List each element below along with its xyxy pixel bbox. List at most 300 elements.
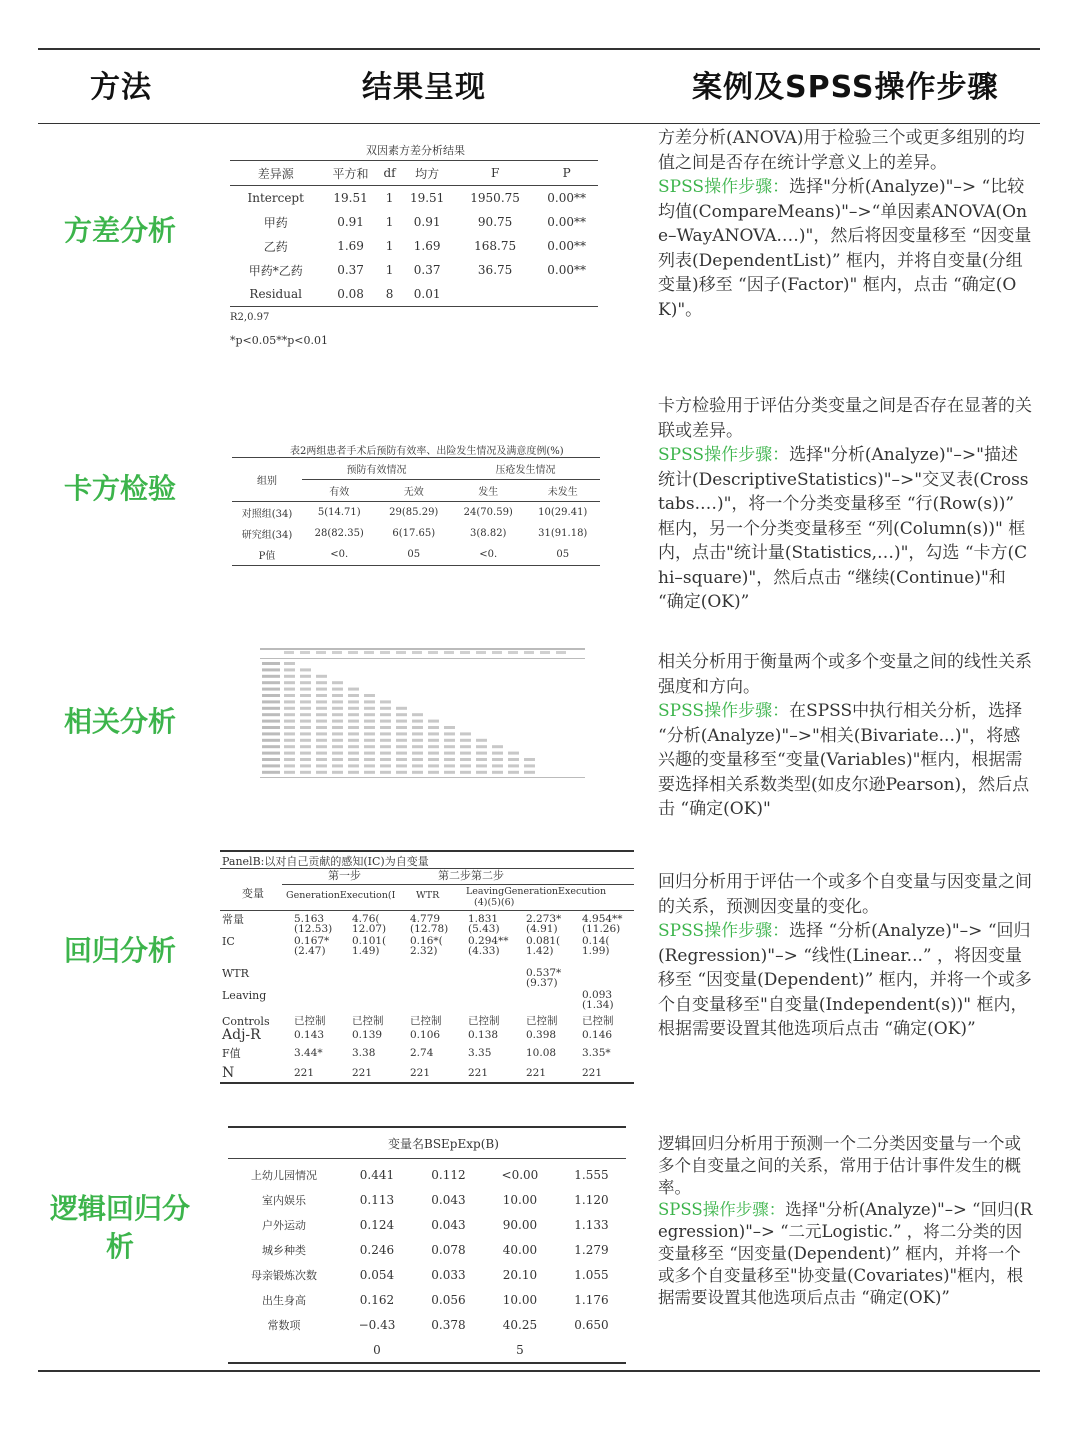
thumb-mark [262,688,280,691]
thumb-mark [316,739,327,742]
thumb-mark [332,688,343,691]
method-logit: 逻辑回归分析 [49,1192,190,1263]
thumb-mark [444,758,455,761]
thumb-mark [262,707,280,710]
cell: 5(14.71) [317,507,361,518]
chi-table [232,457,600,566]
reg-cell: 0.537* (9.37) [526,967,562,989]
thumb-mark [492,651,502,654]
cell: −0.43 [358,1317,396,1332]
thumb-mark [460,651,470,654]
reg-cell: 已控制 [410,1015,442,1027]
cell: 0.246 [359,1242,395,1257]
reg-cell: 0.106 [410,1029,441,1041]
thumb-mark [300,758,311,761]
table-row [228,1262,626,1287]
cell: 0.056 [431,1292,466,1307]
thumb-mark [460,758,471,761]
thumb-mark [524,758,535,761]
thumb-mark [348,771,359,774]
thumb-mark [412,745,423,748]
rule [220,1082,634,1084]
cell: 甲药*乙药 [248,263,303,278]
table-row [230,234,598,258]
thumb-mark [524,764,535,767]
thumb-mark [348,720,359,723]
col-header: 压疮发生情况 [495,465,556,476]
thumb-mark [492,764,503,767]
thumb-mark [300,688,311,691]
thumb-mark [396,752,407,755]
thumb-mark [316,681,327,684]
desc-intro: 回归分析用于评估一个或多个自变量与因变量之间的关系，预测因变量的变化。 [658,872,1032,917]
thumb-mark [476,771,487,774]
header-result: 结果呈现 [362,70,486,105]
thumb-mark [380,713,391,716]
thumb-mark [262,764,280,767]
col-header: 组别 [232,458,302,502]
thumb-mark [262,681,280,684]
thumb-mark [300,771,311,774]
thumb-mark [364,713,375,716]
reg-step2: 第二步第二步 [438,869,504,882]
thumb-mark [364,720,375,723]
reg-cell: 4.76( 12.07) [352,913,387,935]
cell: 0.378 [431,1317,466,1332]
thumb-mark [380,732,391,735]
thumb-mark [316,688,327,691]
thumb-mark [316,713,327,716]
desc-logit [658,1133,1033,1309]
reg-cell: 221 [468,1067,489,1079]
logit-title: 变量名BSEpExp(B) [388,1137,499,1151]
cell: 20.10 [502,1267,538,1282]
thumb-mark [300,694,311,697]
thumb-mark [284,713,295,716]
cell: Residual [249,287,302,301]
reg-cell: 221 [582,1067,603,1079]
thumb-mark [262,668,280,671]
thumb-mark [316,732,327,735]
thumb-mark [364,771,375,774]
thumb-mark [348,764,359,767]
cell: 05 [407,549,421,560]
thumb-mark [380,700,391,703]
thumb-mark [364,694,375,697]
thumb-mark [262,700,280,703]
thumb-mark [428,739,439,742]
thumb-mark [492,745,503,748]
thumb-mark [300,732,311,735]
cell: 24(70.59) [463,507,513,518]
thumb-mark [428,752,439,755]
reg-cell: 0.294** (4.33) [468,935,509,957]
thumb-mark [300,700,311,703]
anova-table [230,160,598,307]
reg-cell: 10.08 [526,1047,557,1059]
thumb-mark [332,707,343,710]
rule [228,1126,626,1128]
thumb-mark [476,745,487,748]
thumb-mark [332,752,343,755]
thumb-mark [476,752,487,755]
thumb-mark [332,713,343,716]
cell: 常数项 [267,1318,301,1332]
thumb-mark [348,752,359,755]
desc-corr [658,650,1033,822]
thumb-mark [428,651,438,654]
thumb-mark [332,720,343,723]
thumb-mark [428,771,439,774]
thumb-mark [428,720,439,723]
thumb-mark [284,668,295,671]
steps-label: SPSS操作步骤： [658,921,790,941]
reg-cell: 221 [410,1067,431,1079]
reg-title: PanelB:以对自己贡献的感知(IC)为自变量 [222,855,429,868]
cell [557,1337,626,1362]
thumb-mark [316,707,327,710]
thumb-mark [284,732,295,735]
cell: 19.51 [333,191,368,205]
reg-h2: WTR [416,890,440,901]
reg-cell: 4.779 (12.78) [410,913,449,935]
thumb-mark [284,662,295,665]
thumb-mark [316,771,327,774]
steps-label: SPSS操作步骤： [658,445,790,465]
thumb-mark [364,739,375,742]
thumb-mark [262,662,280,665]
header-method: 方法 [90,70,152,105]
thumb-mark [348,700,359,703]
col-header: F [455,161,535,186]
thumb-mark [316,758,327,761]
method-anova: 方差分析 [63,214,176,247]
thumb-mark [262,752,280,755]
cell: Intercept [247,191,304,205]
logit-grid [228,1162,626,1362]
thumb-mark [262,758,280,761]
thumb-mark [412,651,422,654]
thumb-mark [444,752,455,755]
thumb-mark [284,726,295,729]
steps-label: SPSS操作步骤： [658,177,790,197]
reg-h3b: (4)(5)(6) [474,897,515,908]
cell: 上幼儿园情况 [251,1168,317,1182]
thumb-mark [262,739,280,742]
thumb-mark [364,700,375,703]
thumb-mark [428,745,439,748]
reg-cell: 5.163 (12.53) [294,913,333,935]
thumb-mark [508,758,519,761]
thumb-mark [262,771,280,774]
thumb-mark [396,713,407,716]
thumb-mark [316,694,327,697]
cell: 1 [385,239,394,253]
thumb-mark [524,771,535,774]
thumb-mark [444,771,455,774]
thumb-mark [540,651,550,654]
thumb-mark [300,668,311,671]
table-row [228,1337,626,1362]
table-row [232,544,600,566]
thumb-mark [524,651,534,654]
cell: 0.043 [431,1217,466,1232]
thumb-mark [262,720,280,723]
cell: 1.555 [574,1167,609,1182]
thumb-mark [316,745,327,748]
col-header: 未发生 [526,480,601,502]
thumb-mark [284,745,295,748]
desc-steps: 在SPSS中执行相关分析，选择 “分析(Analyze)"–>"相关(Bivariate...)"，将感兴趣的变量移至“变量(Variables)"框内，根据需要选择相关系数类型(如皮尔逊Pearson)，然后点击 “确定(OK)" [658,701,1030,819]
desc-steps: 选择"分析(Analyze)"–>"描述统计(DescriptiveStatistics)"–>"交叉表(Crosstabs.…)"，将一个分类变量移至 “行(Row(s))” 框内，另一个分类变量移至 “列(Column(s))" 框内，点击"统计量(Statistics,…)"，勾选 “卡方(Chi–square)"，然后点击 “继续(Continue)"和 “确定(OK)” [658,445,1029,612]
thumb-mark [412,758,423,761]
desc-steps: 选择"分析(Analyze)"–> “回归(Regression)"–> “二元Logistic.” ，将二分类的因变量移至 “因变量(Dependent)” 框内，并将一个或多个自变量移至"协变量(Covariates)"框内，根据需要设置其他选项后点击 “确定(OK)” [658,1200,1033,1307]
cell: 0.00** [547,263,586,277]
table-row [230,186,598,211]
thumb-mark [332,681,343,684]
col-header: 均方 [399,161,455,186]
thumb-mark [460,764,471,767]
cell: 0.124 [359,1217,395,1232]
thumb-mark [428,764,439,767]
cell: 母亲锻炼次数 [251,1268,317,1282]
header-rule [38,123,1040,124]
cell: 36.75 [477,263,513,277]
col-header: 有效 [302,480,377,502]
reg-cell: 3.44* [294,1047,323,1059]
cell: 0.054 [359,1267,395,1282]
cell: 10.00 [502,1192,538,1207]
cell: 1.176 [574,1292,609,1307]
reg-cell: 3.38 [352,1047,376,1059]
reg-cell: 3.35 [468,1047,492,1059]
anova-title: 双因素方差分析结果 [366,144,465,157]
reg-row-label: N [222,1065,235,1081]
thumb-mark [300,651,310,654]
thumb-mark [508,752,519,755]
thumb-mark [348,694,359,697]
thumb-mark [476,758,487,761]
cell: 0.112 [431,1167,466,1182]
cell: 0.00** [547,239,586,253]
thumb-mark [262,726,280,729]
cell: P值 [258,551,276,562]
table-row [230,210,598,234]
thumb-mark [348,745,359,748]
thumb-mark [476,739,487,742]
thumb-mark [396,758,407,761]
cell: <0.00 [501,1167,539,1182]
thumb-mark [284,688,295,691]
desc-chi [658,394,1033,615]
thumb-mark [284,694,295,697]
thumb-mark [444,745,455,748]
reg-row-label: Adj-R [222,1027,261,1043]
thumb-mark [380,752,391,755]
thumb-mark [364,752,375,755]
thumb-mark [396,651,406,654]
thumb-mark [262,675,280,678]
cell: 0.08 [337,287,364,301]
anova-note-r2: R2,0.97 [230,312,270,323]
thumb-mark [380,758,391,761]
cell: 0.113 [359,1192,395,1207]
table-row [232,523,600,544]
cell: 1.69 [413,239,441,253]
desc-anova [658,126,1033,322]
cell: 1.279 [574,1242,609,1257]
thumb-mark [332,732,343,735]
thumb-mark [380,764,391,767]
thumb-mark [348,713,359,716]
thumb-mark [348,726,359,729]
thumb-mark [396,764,407,767]
cell: 户外运动 [262,1218,306,1232]
reg-cell: 0.139 [352,1029,383,1041]
thumb-mark [348,732,359,735]
desc-intro: 方差分析(ANOVA)用于检验三个或更多组别的均值之间是否存在统计学意义上的差异。 [658,128,1025,173]
thumb-mark [284,681,295,684]
thumb-mark [396,707,407,710]
col-header: 预防有效情况 [346,465,407,476]
thumb-mark [380,726,391,729]
reg-cell: 221 [294,1067,315,1079]
thumb-mark [348,688,359,691]
reg-row-label: Leaving [222,989,267,1002]
reg-cell: 已控制 [468,1015,500,1027]
thumb-mark [284,651,294,654]
thumb-mark [284,771,295,774]
thumb-mark [260,648,585,650]
cell: 10.00 [502,1292,538,1307]
thumb-mark [364,745,375,748]
thumb-mark [332,694,343,697]
thumb-mark [380,651,390,654]
thumb-mark [316,764,327,767]
reg-step1: 第一步 [328,869,361,882]
thumb-mark [380,739,391,742]
thumb-mark [444,651,454,654]
rule [228,1362,626,1364]
thumb-mark [492,758,503,761]
thumb-mark [316,651,326,654]
table-row [230,258,598,282]
table-row [228,1212,626,1237]
thumb-mark [300,764,311,767]
thumb-mark [364,726,375,729]
cell: 0.650 [574,1317,609,1332]
reg-cell: 0.398 [526,1029,557,1041]
thumb-mark [460,745,471,748]
reg-var-header: 变量 [242,887,264,900]
thumb-mark [380,745,391,748]
thumb-mark [316,700,327,703]
thumb-mark [460,732,471,735]
reg-cell: 3.35* [582,1047,611,1059]
cell: 0.01 [413,287,441,301]
thumb-mark [444,764,455,767]
thumb-mark [508,771,519,774]
table-row [228,1162,626,1187]
cell: 3(8.82) [470,528,507,539]
thumb-mark [396,739,407,742]
desc-steps: 选择"分析(Analyze)"–> “比较均值(CompareMeans)"–>“单因素ANOVA(One–WayANOVA.…)"，然后将因变量移至 “因变量列表(DependentList)” 框内，并将自变量(分组变量)移至 “因子(Factor)" 框内，点击 “确定(OK)"。 [658,177,1032,320]
reg-cell: 已控制 [582,1015,614,1027]
reg-cell: 已控制 [526,1015,558,1027]
cell: 1 [385,215,394,229]
method-reg: 回归分析 [63,934,176,967]
thumb-mark [444,739,455,742]
thumb-mark [508,651,518,654]
cell: <0. [330,549,349,560]
thumb-mark [284,764,295,767]
thumb-mark [284,720,295,723]
thumb-mark [300,726,311,729]
cell: 29(85.29) [389,507,439,518]
reg-cell: 0.167* (2.47) [294,935,330,957]
table-row [228,1237,626,1262]
cell: 对照组(34) [241,509,293,520]
cell: 31(91.18) [538,528,588,539]
thumb-mark [316,720,327,723]
cell: 甲药 [263,215,288,230]
thumb-mark [444,726,455,729]
thumb-mark [412,713,423,716]
thumb-mark [348,651,358,654]
col-header: P [535,161,598,186]
cell: 室内娱乐 [262,1193,306,1207]
thumb-mark [332,758,343,761]
cell: 0.91 [413,215,441,229]
cell: 19.51 [409,191,445,205]
thumb-mark [316,675,327,678]
cell: 出生身高 [262,1293,306,1307]
reg-cell: 1.831 (5.43) [468,913,500,935]
cell [455,282,535,307]
top-rule [38,48,1040,50]
cell: 90.75 [477,215,513,229]
cell: 40.00 [502,1242,538,1257]
thumb-mark [556,651,566,654]
cell: 1 [385,191,394,205]
reg-cell: 0.16*( 2.32) [410,935,443,957]
cell: 城乡种类 [262,1243,306,1257]
thumb-mark [492,752,503,755]
reg-cell: 0.138 [468,1029,499,1041]
cell [228,1337,340,1362]
thumb-mark [364,707,375,710]
thumb-mark [412,732,423,735]
thumb-mark [332,771,343,774]
desc-steps: 选择 “分析(Analyze)"–> “回归(Regression)"–> “线性(Linear...” ，将因变量移至 “因变量(Dependent)” 框内，并将一个或多个自变量移至"自变量(Independent(s))" 框内，根据需要设置其他选项后点击 “确定(OK)” [658,921,1032,1039]
reg-row-label: WTR [222,967,249,980]
thumb-mark [316,726,327,729]
thumb-mark [460,752,471,755]
correlation-matrix-thumbnail [260,646,585,780]
cell: 0.91 [337,215,364,229]
steps-label: SPSS操作步骤： [658,701,790,721]
desc-intro: 相关分析用于衡量两个或多个变量之间的线性关系强度和方向。 [658,652,1032,697]
desc-intro: 逻辑回归分析用于预测一个二分类因变量与一个或多个自变量之间的关系，常用于估计事件发生的概率。 [658,1134,1021,1197]
cell: 1950.75 [470,191,520,205]
reg-row-label: 常量 [222,913,244,926]
cell: 1.120 [574,1192,609,1207]
thumb-mark [412,739,423,742]
cell: 0 [373,1342,381,1357]
col-header: 发生 [451,480,526,502]
cell [414,1337,483,1362]
cell: 5 [516,1342,524,1357]
